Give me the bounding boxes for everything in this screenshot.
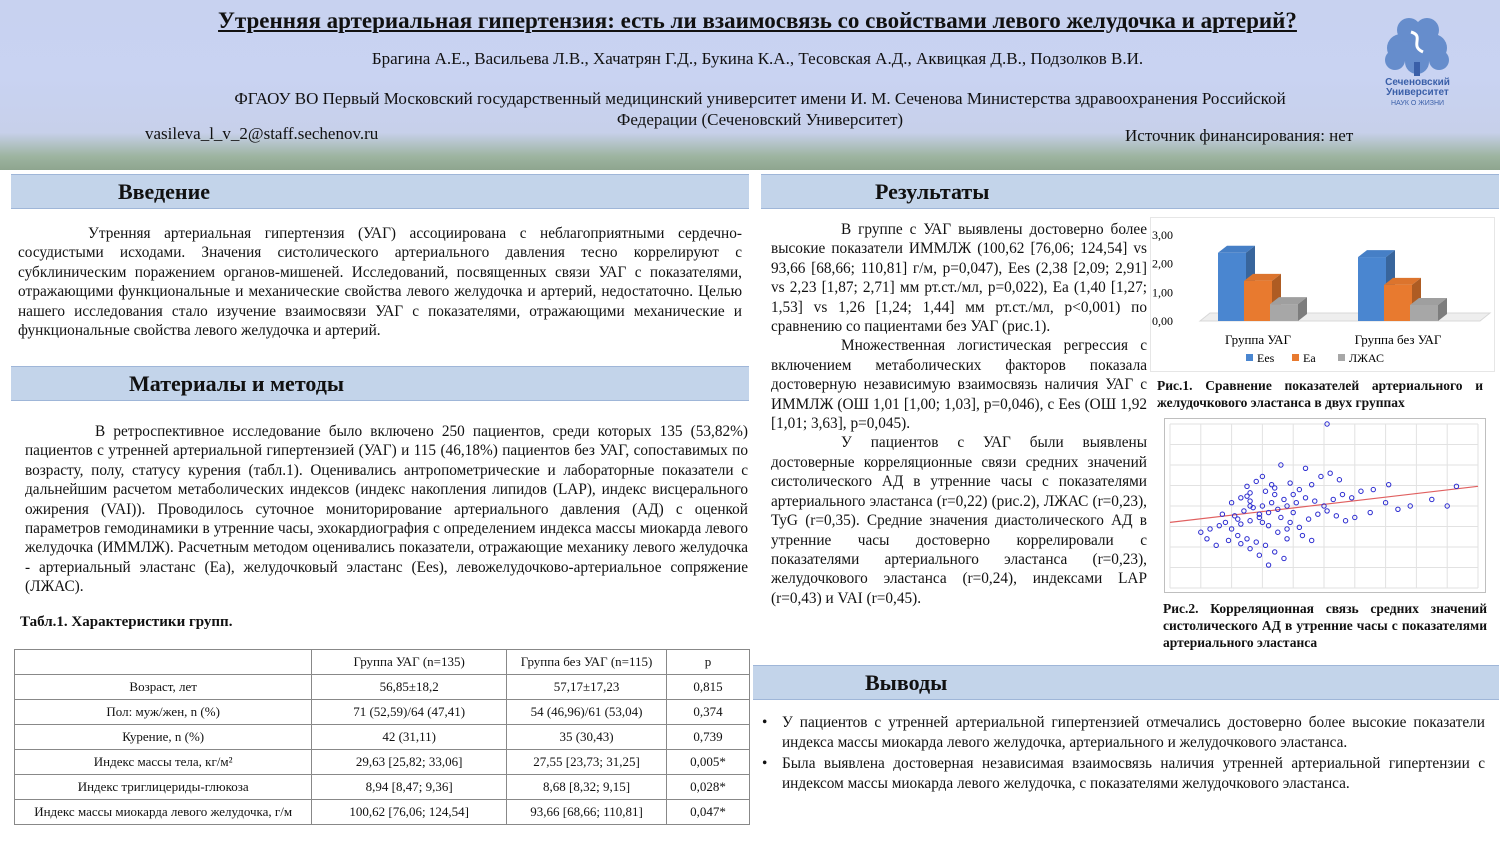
conclusion-item: • Была выявлена достоверная независимая взаимосвязь наличия утренней артериальной гипертензии с индексом массы миокарда левого желудочка, с показателями желудочкового эластанса. <box>760 754 1485 793</box>
table-row <box>15 800 750 825</box>
table-caption: Табл.1. Характеристики групп. <box>20 614 233 630</box>
table-header-cell: Группа УАГ (n=135) <box>312 650 507 675</box>
table-cell: Пол: муж/жен, n (%) <box>15 700 312 725</box>
correlation-scatter-plot <box>1164 418 1486 593</box>
conclusions-heading: Выводы <box>865 670 948 695</box>
legend-swatch <box>1292 354 1299 361</box>
table-cell: 54 (46,96)/61 (53,04) <box>507 700 667 725</box>
university-logo-text <box>1370 78 1465 109</box>
methods-paragraph: В ретроспективное исследование было включено 250 пациентов, среди которых 135 (53,82%) пациентов с утренней артериальной гипертензией (УАГ) и 115 (46,18%) пациентов без УАГ, сопоставимых по возрасту, полу, статусу курения (табл.1). Оценивались антропометрические и лабораторные показатели с дальнейшим расчетом метаболических индексов (индекс накопления липидов (LAP), индекс висцерального ожирения (VAI)). Проводилось суточное мониторирование артериального давления (АД) с оценкой параметров гемодинамики в утренние часы, эхокардиография с определением индекса массы миокарда левого желудочка (ИММЛЖ). Расчетным методом оценивались показатели, отражающие механику левого желудочка - артериальный эластанс (Еа), желудочковый эластанс (Ees), левожелудочково-артериальное сопряжение (ЛЖАС). <box>25 423 748 596</box>
y-tick-label: 2,00 <box>1152 256 1173 271</box>
conclusion-item: • У пациентов с утренней артериальной гипертензией отмечались достоверно более высокие показатели индекса массы миокарда левого желудочка, артериального и желудочкового эластанса. <box>760 713 1485 752</box>
table-cell: 35 (30,43) <box>507 725 667 750</box>
bar <box>1410 298 1447 321</box>
bar-front <box>1270 304 1298 321</box>
legend-swatch <box>1338 354 1345 361</box>
table-cell: 0,028* <box>667 775 750 800</box>
legend-label: ЛЖАС <box>1349 351 1384 365</box>
group-characteristics-table <box>14 649 750 825</box>
table-cell: Курение, n (%) <box>15 725 312 750</box>
methods-heading-bar <box>11 366 749 401</box>
logo-tagline: НАУК О ЖИЗНИ <box>1390 100 1445 107</box>
bar-front <box>1358 257 1386 321</box>
table-cell: 0,005* <box>667 750 750 775</box>
conclusions-heading-bar <box>753 665 1499 700</box>
poster-header <box>0 0 1500 170</box>
results-paragraph-1: В группе с УАГ выявлены достоверно более высокие показатели ИММЛЖ (100,62 [76,06; 124,54] vs 93,66 [68,66; 110,81] г/м, p=0,047), Ees (2,38 [2,09; 2,91] vs 2,23 [1,87; 2,71] мм рт.ст./мл, p=0,022), Ea (1,40 [1,27; 1,53] vs 1,26 [1,24; 1,44] мм рт.ст./мл, p<0,001) по сравнению со пациентами без УАГ (рис.1). <box>771 221 1147 336</box>
results-heading-bar <box>761 174 1499 209</box>
table-cell: 93,66 [68,66; 110,81] <box>507 800 667 825</box>
bar-front <box>1244 281 1272 321</box>
bar-front <box>1384 285 1412 321</box>
table-cell: 100,62 [76,06; 124,54] <box>312 800 507 825</box>
table-cell: 57,17±17,23 <box>507 675 667 700</box>
results-text <box>771 220 1147 608</box>
y-tick-label: 1,00 <box>1152 285 1173 300</box>
bar-front <box>1218 253 1246 321</box>
results-paragraph-3: У пациентов с УАГ были выявлены достоверные корреляционные связи средних значений систолического АД в утренние часы с показателями артериального эластанса (r=0,22) (рис.2), ЛЖАС (r=0,23), TyG (r=0,35). Средние значения диастолического АД в утренние часы достоверно коррелировали с показателями артериального эластанса (r=0,23), желудочкового эластанса (r=0,24), индексами LAP (r=0,43) и VAI (r=0,45). <box>771 434 1147 607</box>
logo-line-1: Сеченовский <box>1385 77 1450 88</box>
category-label: Группа без УАГ <box>1354 332 1442 347</box>
table-cell: 42 (31,11) <box>312 725 507 750</box>
table-cell: 0,374 <box>667 700 750 725</box>
chart-frame <box>1151 218 1495 372</box>
legend-label: Ees <box>1257 351 1275 365</box>
table-row <box>15 775 750 800</box>
table-cell: Возраст, лет <box>15 675 312 700</box>
table-cell: 0,047* <box>667 800 750 825</box>
table-cell: 0,739 <box>667 725 750 750</box>
table-cell: 56,85±18,2 <box>312 675 507 700</box>
figure-2-caption: Рис.2. Корреляционная связь средних значений систолического АД в утренние часы с показателями артериального эластанса <box>1163 601 1487 650</box>
y-tick-label: 0,00 <box>1152 314 1173 328</box>
category-label: Группа УАГ <box>1224 332 1292 347</box>
table-cell: 8,68 [8,32; 9,15] <box>507 775 667 800</box>
table-cell: Индекс триглицериды-глюкоза <box>15 775 312 800</box>
intro-heading: Введение <box>118 179 211 204</box>
table-header-row <box>15 650 750 675</box>
elastance-bar-chart <box>1150 217 1495 372</box>
funding-source: Источник финансирования: нет <box>1125 126 1354 145</box>
table-header-cell: Группа без УАГ (n=115) <box>507 650 667 675</box>
intro-heading-bar <box>11 174 749 209</box>
legend-label: Ea <box>1303 351 1316 365</box>
intro-paragraph: Утренняя артериальная гипертензия (УАГ) ассоциирована с неблагоприятными сердечно-сосудистыми исходами. Значения систолического артериального давления тесно коррелируют с субклиническим поражением органов-мишеней. Исследований, посвященных связи УАГ с показателями, отражающими функциональные и механические свойства левого желудочка и артерий, недостаточно. Целью нашего исследования стало изучение взаимосвязи УАГ с показателями, отражающими механические и функциональные свойства левого желудочка и артерий. <box>18 225 742 340</box>
affiliation: ФГАОУ ВО Первый Московский государственный медицинский университет имени И. М. Сеченова Министерства здравоохранения Российской Федерации (Сеченовский Университет) <box>234 89 1286 129</box>
table-cell: Индекс массы тела, кг/м² <box>15 750 312 775</box>
table-row <box>15 725 750 750</box>
table-row <box>15 675 750 700</box>
contact-email: vasileva_l_v_2@staff.sechenov.ru <box>145 124 379 143</box>
poster-title: Утренняя артериальная гипертензия: есть ли взаимосвязь со свойствами левого желудочка и артерий? <box>218 8 1297 33</box>
table-cell: 8,94 [8,47; 9,36] <box>312 775 507 800</box>
table-cell: 71 (52,59)/64 (47,41) <box>312 700 507 725</box>
logo-line-2: Университет <box>1386 87 1449 98</box>
figure-1-caption: Рис.1. Сравнение показателей артериального и желудочкового эластанса в двух группах <box>1157 378 1483 410</box>
methods-heading: Материалы и методы <box>129 371 345 396</box>
table-row <box>15 700 750 725</box>
conclusions-list <box>760 713 1485 795</box>
intro-text <box>18 224 742 340</box>
table-header-cell: p <box>667 650 750 675</box>
table-cell: 29,63 [25,82; 33,06] <box>312 750 507 775</box>
results-paragraph-2: Множественная логистическая регрессия с включением метаболических факторов показала достоверную независимую взаимосвязь наличия УАГ с ИММЛЖ (ОШ 1,01 [1,00; 1,03], p=0,046), с Ees (ОШ 1,92 [1,01; 3,63], p=0,045). <box>771 337 1147 433</box>
bar-front <box>1410 305 1438 321</box>
legend-swatch <box>1246 354 1253 361</box>
table-cell: 27,55 [23,73; 31,25] <box>507 750 667 775</box>
table-cell: Индекс массы миокарда левого желудочка, г/м <box>15 800 312 825</box>
table-row <box>15 750 750 775</box>
table-cell: 0,815 <box>667 675 750 700</box>
bar <box>1270 297 1307 321</box>
y-tick-label: 3,00 <box>1152 228 1173 242</box>
author-list: Брагина А.Е., Васильева Л.В., Хачатрян Г.Д., Букина К.А., Тесовская А.Д., Аквицкая Д.В., Подзолков В.И. <box>371 49 1144 68</box>
results-heading: Результаты <box>875 179 990 204</box>
methods-text <box>25 422 748 597</box>
table-header-cell <box>15 650 312 675</box>
